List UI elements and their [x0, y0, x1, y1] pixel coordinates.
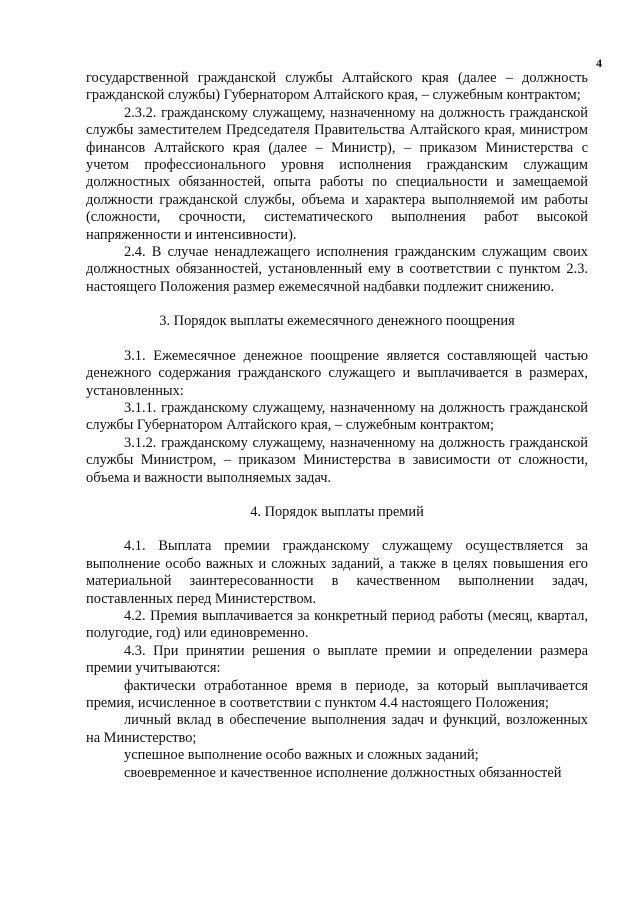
list-item-important-tasks: успешное выполнение особо важных и сложных заданий;	[124, 747, 479, 764]
paragraph-3-1: 3.1. Ежемесячное денежное поощрение является составляющей частью денежного содержания гражданского служащего и выплачивается в размерах, установленных:	[86, 347, 588, 399]
paragraph-4-2: 4.2. Премия выплачивается за конкретный период работы (месяц, квартал, полугодие, год) или единовременно.	[86, 607, 588, 642]
list-item-personal-contribution: личный вклад в обеспечение выполнения задач и функций, возложенных на Министерство;	[86, 712, 588, 746]
section-heading-3: 3. Порядок выплаты ежемесячного денежного поощрения	[159, 313, 515, 330]
paragraph-4-3: 4.3. При принятии решения о выплате премии и определении размера премии учитываются:	[86, 642, 588, 677]
list-item-worked-time: фактически отработанное время в периоде, за который выплачивается премия, исчисленное в соответствии с пунктом 4.4 настоящего Положения;	[86, 677, 588, 711]
paragraph-3-1-2: 3.1.2. гражданскому служащему, назначенному на должность гражданской службы Министром, – приказом Министерства в зависимости от сложности, объема и важности выполняемых задач.	[86, 434, 588, 486]
list-item-timely-execution: своевременное и качественное исполнение должностных обязанностей	[124, 764, 562, 781]
paragraph-2-3-2: 2.3.2. гражданскому служащему, назначенному на должность гражданской службы заместителем Председателя Правительства Алтайского края, министром финансов Алтайского края (далее – Министр), – приказом Министерства с учетом профессионального уровня исполнения гражданским служащим должностных обязанностей, опыта работы по специальности и замещаемой должности гражданской службы, объема и характера выполняемой им работы (сложности, срочности, систематического выполнения работ высокой напряженности и интенсивности).	[86, 104, 588, 243]
page-number: 4	[596, 56, 602, 70]
paragraph-3-1-1: 3.1.1. гражданскому служащему, назначенному на должность гражданской службы Губернатором Алтайского края, – служебным контрактом;	[86, 399, 588, 434]
paragraph-continuation: государственной гражданской службы Алтайского края (далее – должность гражданской службы) Губернатором Алтайского края, – служебным контрактом;	[86, 70, 588, 104]
paragraph-4-1: 4.1. Выплата премии гражданскому служащему осуществляется за выполнение особо важных и сложных заданий, а также в целях повышения его материальной заинтересованности в качественном выполнении задач, поставленных перед Министерством.	[86, 538, 588, 607]
document-body	[86, 70, 588, 782]
section-heading-4: 4. Порядок выплаты премий	[250, 503, 424, 520]
paragraph-2-4: 2.4. В случае ненадлежащего исполнения гражданским служащим своих должностных обязанностей, установленный ему в соответствии с пунктом 2.3. настоящего Положения размер ежемесячной надбавки подлежит снижению.	[86, 244, 588, 295]
